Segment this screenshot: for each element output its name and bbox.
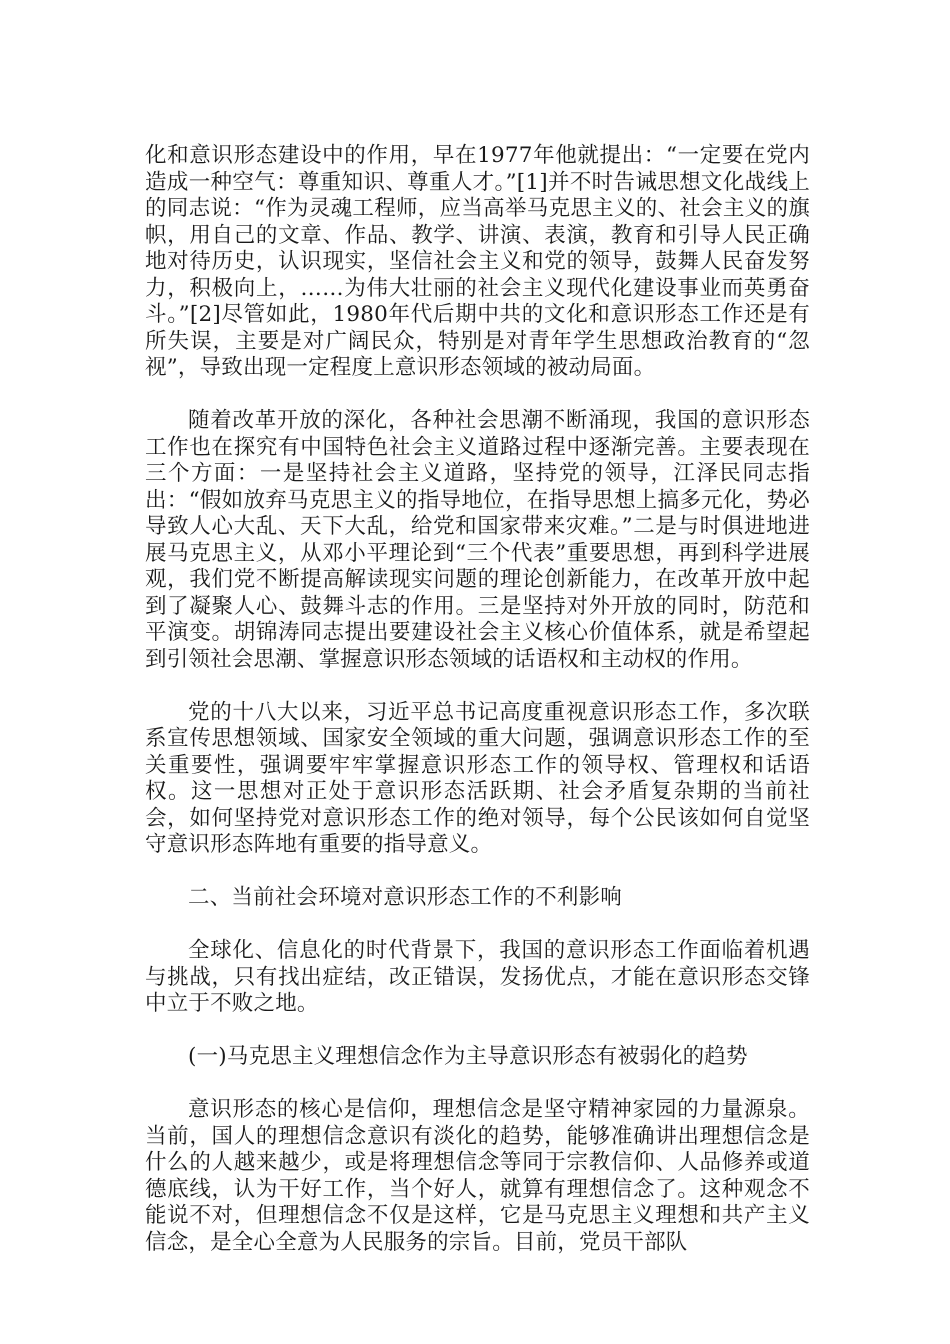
- paragraph-1: 化和意识形态建设中的作用，早在1977年他就提出：“一定要在党内造成一种空气：尊重知识、尊重人才。”[1]并不时告诫思想文化战线上的同志说：“作为灵魂工程师，应当高举马克思主义的、社会主义的旗帜，用自己的文章、作品、教学、讲演、表演，教育和引导人民正确地对待历史，认识现实，坚信社会主义和党的领导，鼓舞人民奋发努力，积极向上，……为伟大壮丽的社会主义现代化建设事业而英勇奋斗。”[2]尽管如此，1980年代后期中共的文化和意识形态工作还是有所失误，主要是对广阔民众，特别是对青年学生思想政治教育的“忽视”，导致出现一定程度上意识形态领域的被动局面。: [145, 143, 810, 380]
- section-heading: 二、当前社会环境对意识形态工作的不利影响: [188, 885, 623, 910]
- paragraph-2: 随着改革开放的深化，各种社会思潮不断涌现，我国的意识形态工作也在探究有中国特色社会主义道路过程中逐渐完善。主要表现在三个方面：一是坚持社会主义道路，坚持党的领导，江泽民同志指出：“假如放弃马克思主义的指导地位，在指导思想上搞多元化，势必导致人心大乱、天下大乱，给党和国家带来灾难。”二是与时俱进地进展马克思主义，从邓小平理论到“三个代表”重要思想，再到科学进展观，我们党不断提高解读现实问题的理论创新能力，在改革开放中起到了凝聚人心、鼓舞斗志的作用。三是坚持对外开放的同时，防范和平演变。胡锦涛同志提出要建设社会主义核心价值体系，就是希望起到引领社会思潮、掌握意识形态领域的话语权和主动权的作用。: [145, 408, 810, 672]
- paragraph-3: 党的十八大以来，习近平总书记高度重视意识形态工作，多次联系宣传思想领域、国家安全领域的重大问题，强调意识形态工作的至关重要性，强调要牢牢掌握意识形态工作的领导权、管理权和话语权。这一思想对正处于意识形态活跃期、社会矛盾复杂期的当前社会，如何坚持党对意识形态工作的绝对领导，每个公民该如何自觉坚守意识形态阵地有重要的指导意义。: [145, 699, 810, 857]
- document-page: [145, 143, 810, 1283]
- section-intro-paragraph: 全球化、信息化的时代背景下，我国的意识形态工作面临着机遇与挑战，只有找出症结，改正错误，发扬优点，才能在意识形态交锋中立于不败之地。: [145, 938, 810, 1016]
- subsection-heading: (一)马克思主义理想信念作为主导意识形态有被弱化的趋势: [188, 1044, 748, 1069]
- subsection-body-paragraph: 意识形态的核心是信仰，理想信念是坚守精神家园的力量源泉。当前，国人的理想信念意识有淡化的趋势，能够准确讲出理想信念是什么的人越来越少，或是将理想信念等同于宗教信仰、人品修养或道德底线，认为干好工作，当个好人，就算有理想信念了。这种观念不能说不对，但理想信念不仅是这样，它是马克思主义理想和共产主义信念，是全心全意为人民服务的宗旨。目前，党员干部队: [145, 1097, 810, 1255]
